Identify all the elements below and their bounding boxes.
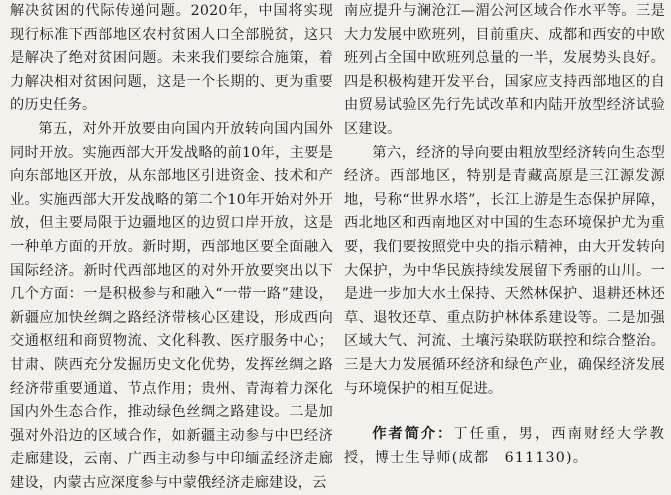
paragraph-poverty-ending: 解决贫困的代际传递问题。2020年，中国将实现现行标准下西部地区农村贫困人口全部脱贫，这只是解决了绝对贫困问题。未来我们要综合施策，着力解决相对贫困问题，这是一个长期的、更为重要的历史任务。	[10, 3, 333, 114]
paragraph-regional-cooperation: 南应提升与澜沧江—湄公河区域合作水平等。三是大力发展中欧班列，目前重庆、成都和西安的中欧班列占全国中欧班列总量的一半，发展势头良好。四是积极构建开发平台，国家应支持西部地区的自由贸易试验区先行先试改革和内陆开放型经济试验区建设。	[344, 3, 665, 137]
paragraph-sixth-ecology: 第六，经济的导向要由粗放型经济转向生态型经济。西部地区，特别是青藏高原是三江源发源地，号称“世界水塔”，长江上游是生态保护屏障，西北地区和西南地区对中国的生态环境保护尤为重要，我们要按照党中央的指示精神，由大开发转向大保护，为中华民族持续发展留下秀丽的山川。一是进一步加大水土保持、天然林保护、退耕还林还草、退牧还草、重点防护林体系建设等。二是加强区域大气、河流、土壤污染联防联控和综合整治。三是大力发展循环经济和绿色产业，确保经济发展与环境保护的相互促进。	[344, 144, 665, 397]
author-bio	[344, 423, 665, 470]
left-column	[10, 0, 333, 495]
author-bio-label: 作者简介：	[372, 426, 454, 443]
right-column	[344, 0, 665, 470]
paragraph-fifth-opening-up: 第五，对外开放要由向国内开放转向国内国外同时开放。实施西部大开发战略的前10年，主要是向东部地区开放，从东部地区引进资金、技术和产业。实施西部大开发战略的第二个10年开始对外开放，但主要局限于边疆地区的边贸口岸开放，这是一种单方面的开放。新时期，西部地区要全面融入国际经济。新时代西部地区的对外开放要突出以下几个方面：一是积极参与和融入“一带一路”建设，新疆应加快丝绸之路经济带核心区建设，形成西向交通枢纽和商贸物流、文化科教、医疗服务中心；甘肃、陕西充分发掘历史文化优势，发挥丝绸之路经济带重要通道、节点作用；贵州、青海着力深化国内外生态合作，推动绿色丝绸之路建设。二是加强对外沿边的区域合作，如新疆主动参与中巴经济走廊建设，云南、广西主动参与中印缅孟经济走廊建设，内蒙古应深度参与中蒙俄经济走廊建设，云	[10, 120, 333, 491]
author-bio-text: 丁任重，男，西南财经大学教授，博士生导师(成都 611130)。	[344, 426, 665, 466]
